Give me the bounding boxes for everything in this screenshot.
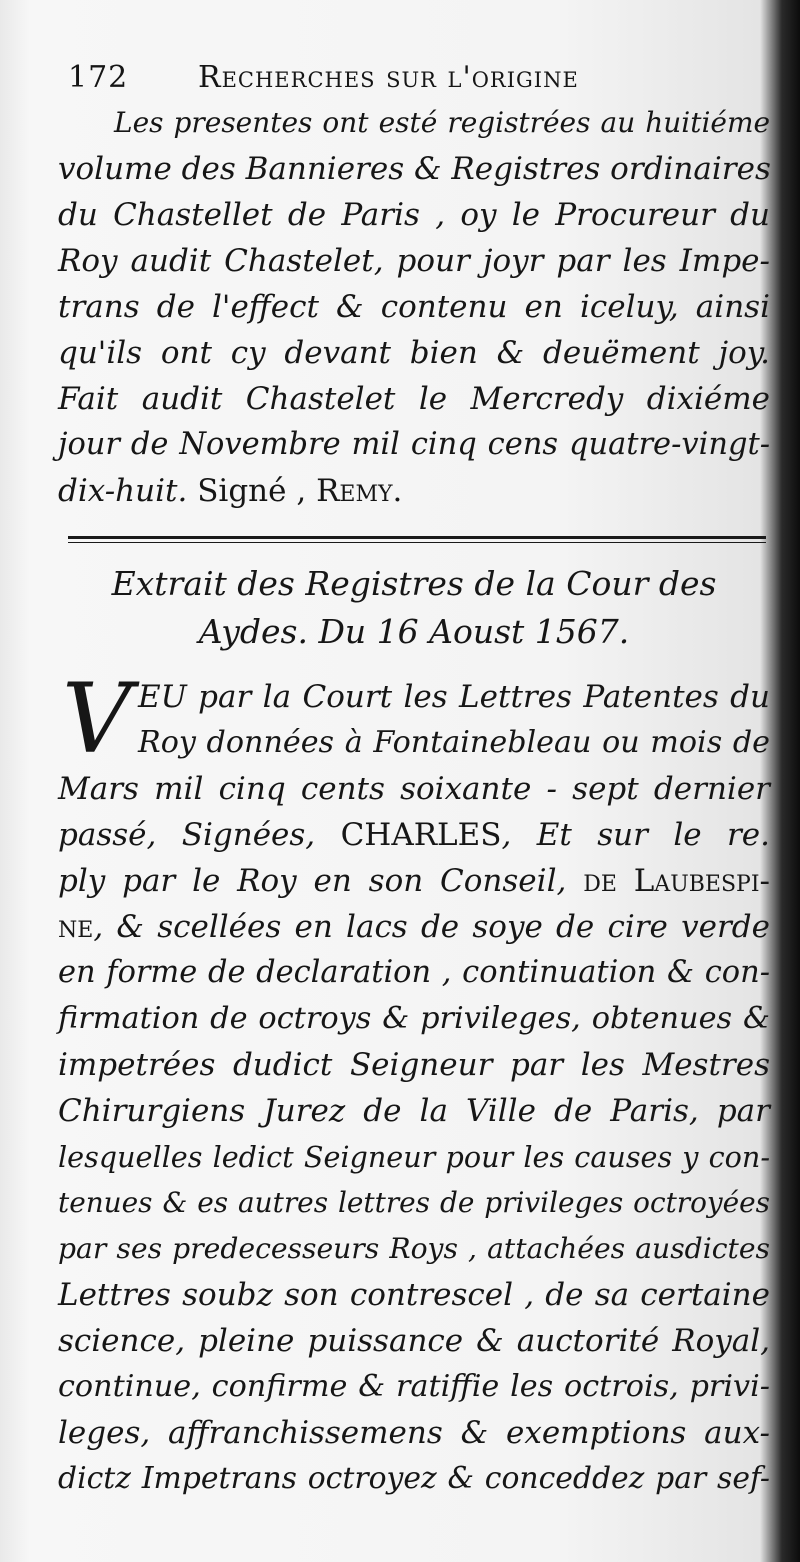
text-line: du Chastellet de Paris , oy le Procureur du — [58, 197, 770, 233]
text-fragment: passé, Signées, — [58, 817, 316, 853]
signature-name: Remy. — [316, 473, 403, 509]
text-line: Lettres soubz son contrescel , de sa certaine — [58, 1277, 770, 1313]
extract-title — [58, 560, 770, 656]
text-line: Mars mil cinq cents soixante - sept dernier — [58, 771, 770, 807]
text-line: EU par la Court les Lettres Patentes du — [138, 679, 770, 715]
text-line: tenues & es autres lettres de privileges octroyées — [58, 1186, 770, 1219]
text-block — [58, 52, 770, 1502]
drop-cap: V — [62, 663, 132, 775]
extract-title-line: Aydes. Du 16 Aoust 1567. — [198, 612, 630, 651]
secretary-name-end: ne — [58, 909, 94, 945]
text-line: firmation de octroys & privileges, obtenues & — [58, 1001, 770, 1036]
page-header — [58, 52, 770, 100]
text-line: lesquelles ledict Seigneur pour les causes y con- — [58, 1140, 770, 1174]
text-line: volume des Bannieres & Registres ordinaires — [58, 151, 771, 187]
text-line: qu'ils ont cy devant bien & deuëment joy. — [58, 335, 770, 371]
text-fragment: ply par le Roy en son Conseil, — [58, 863, 567, 899]
text-line — [58, 812, 770, 858]
text-fragment: dix-huit. — [58, 473, 188, 509]
text-line: continue, confirme & ratiffie les octrois, privi- — [58, 1369, 770, 1404]
text-line: leges, affranchissemens & exemptions aux- — [58, 1415, 770, 1451]
text-line: trans de l'effect & contenu en iceluy, ainsi — [58, 289, 770, 325]
text-fragment: , & scellées en lacs de soye de cire verde — [93, 909, 770, 945]
paragraph-registration — [58, 100, 770, 514]
text-line: Roy audit Chastelet, pour joyr par les Impe- — [58, 243, 770, 279]
page-number: 172 — [68, 60, 129, 95]
text-line: Les presentes ont esté registrées au huitiéme — [114, 106, 770, 139]
running-title: Recherches sur l'origine — [198, 60, 579, 95]
signed-label: Signé , — [197, 473, 307, 509]
text-line: par ses predecesseurs Roys , attachées ausdictes — [58, 1232, 770, 1265]
text-line: Roy données à Fontainebleau ou mois de — [138, 725, 770, 760]
text-line — [58, 858, 770, 904]
secretary-name: de Laubespi- — [583, 863, 771, 899]
extract-title-line: Extrait des Registres de la Cour des — [111, 564, 717, 603]
text-line — [58, 904, 770, 950]
paragraph-decree — [58, 663, 771, 1502]
text-line: dictz Impetrans octroyez & conceddez par sef- — [58, 1461, 770, 1496]
text-line: jour de Novembre mil cinq cens quatre-vingt- — [58, 427, 770, 462]
text-line: science, pleine puissance & auctorité Royal, — [58, 1323, 770, 1359]
king-name: CHARLES — [340, 817, 502, 853]
text-line: impetrées dudict Seigneur par les Mestres — [58, 1047, 770, 1083]
text-line: Fait audit Chastelet le Mercredy dixiéme — [58, 381, 770, 417]
text-line-last — [58, 468, 770, 514]
section-divider — [58, 514, 770, 560]
text-line: en forme de declaration , continuation & con- — [58, 955, 770, 990]
text-fragment: , Et sur le re. — [501, 817, 770, 853]
text-line: Chirurgiens Jurez de la Ville de Paris, par — [58, 1093, 770, 1129]
